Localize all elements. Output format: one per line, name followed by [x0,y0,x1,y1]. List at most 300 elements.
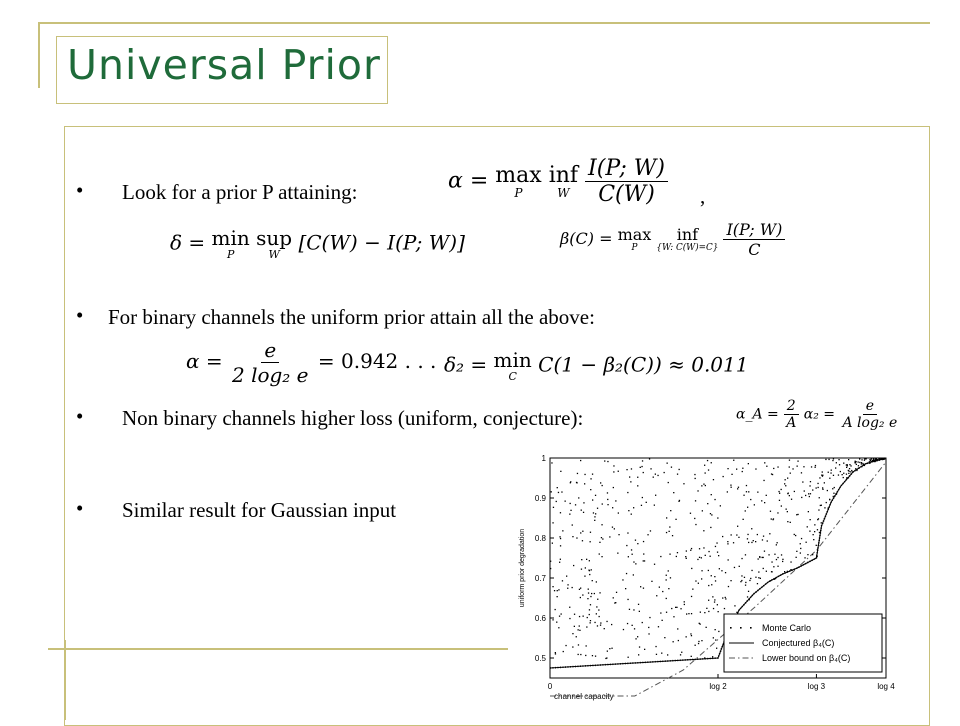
monte-carlo-point [600,625,601,626]
monte-carlo-point [840,471,841,472]
monte-carlo-point [804,557,805,558]
monte-carlo-point [615,500,616,501]
monte-carlo-point [586,626,587,627]
monte-carlo-point [796,557,797,558]
monte-carlo-point [592,655,593,656]
legend-label: Monte Carlo [762,623,812,633]
monte-carlo-point [751,542,752,543]
monte-carlo-point [607,492,608,493]
monte-carlo-point [578,629,579,630]
monte-carlo-point [626,573,627,574]
monte-carlo-point [606,657,607,658]
monte-carlo-point [691,548,692,549]
monte-carlo-point [690,633,691,634]
monte-carlo-point [762,539,763,540]
monte-carlo-point [708,469,709,470]
monte-carlo-point [623,629,624,630]
monte-carlo-point [559,562,560,563]
monte-carlo-point [870,460,871,461]
monte-carlo-point [590,596,591,597]
monte-carlo-point [821,505,822,506]
monte-carlo-point [607,461,608,462]
monte-carlo-point [802,481,803,482]
monte-carlo-point [559,536,560,537]
monte-carlo-point [552,522,553,523]
monte-carlo-point [627,492,628,493]
monte-carlo-point [835,467,836,468]
monte-carlo-point [787,478,788,479]
monte-carlo-point [561,491,562,492]
monte-carlo-point [715,580,716,581]
monte-carlo-point [673,616,674,617]
monte-carlo-point [572,536,573,537]
monte-carlo-point [554,590,555,591]
monte-carlo-point [643,472,644,473]
monte-carlo-point [785,479,786,480]
monte-carlo-point [684,604,685,605]
monte-carlo-point [736,469,737,470]
monte-carlo-point [565,501,566,502]
monte-carlo-point [731,534,732,535]
monte-carlo-point [678,501,679,502]
monte-carlo-point [708,600,709,601]
monte-carlo-point [794,534,795,535]
monte-carlo-point [691,656,692,657]
monte-carlo-point [817,529,818,530]
monte-carlo-point [849,464,850,465]
monte-carlo-point [695,524,696,525]
monte-carlo-point [628,510,629,511]
monte-carlo-point [730,580,731,581]
monte-carlo-point [850,471,851,472]
monte-carlo-point [586,645,587,646]
monte-carlo-point [771,518,772,519]
monte-carlo-point [694,474,695,475]
monte-carlo-point [585,655,586,656]
monte-carlo-point [862,463,863,464]
monte-carlo-point [747,534,748,535]
monte-carlo-point [585,567,586,568]
monte-carlo-point [704,465,705,466]
monte-carlo-point [588,589,589,590]
monte-carlo-point [699,557,700,558]
monte-carlo-point [769,533,770,534]
monte-carlo-point [784,571,785,572]
monte-carlo-point [560,538,561,539]
monte-carlo-point [712,656,713,657]
y-tick-label: 0.5 [534,654,546,663]
monte-carlo-point [611,624,612,625]
monte-carlo-point [643,553,644,554]
monte-carlo-point [555,609,556,610]
monte-carlo-point [731,474,732,475]
monte-carlo-point [555,653,556,654]
monte-carlo-point [773,566,774,567]
monte-carlo-point [812,489,813,490]
monte-carlo-point [581,569,582,570]
monte-carlo-point [580,588,581,589]
monte-carlo-point [631,514,632,515]
monte-carlo-point [822,489,823,490]
monte-carlo-point [754,504,755,505]
monte-carlo-point [728,586,729,587]
monte-carlo-point [599,553,600,554]
monte-carlo-point [595,495,596,496]
monte-carlo-point [698,583,699,584]
monte-carlo-point [807,554,808,555]
monte-carlo-point [627,599,628,600]
monte-carlo-point [722,536,723,537]
monte-carlo-point [777,557,778,558]
monte-carlo-point [579,616,580,617]
monte-carlo-point [745,510,746,511]
monte-carlo-point [570,510,571,511]
monte-carlo-point [648,633,649,634]
monte-carlo-point [767,540,768,541]
monte-carlo-point [711,575,712,576]
monte-carlo-point [686,613,687,614]
monte-carlo-point [560,512,561,513]
monte-carlo-point [760,578,761,579]
monte-carlo-point [599,592,600,593]
monte-carlo-point [691,596,692,597]
monte-carlo-point [559,616,560,617]
monte-carlo-point [667,463,668,464]
monte-carlo-point [690,550,691,551]
monte-carlo-point [562,580,563,581]
monte-carlo-point [686,636,687,637]
monte-carlo-point [673,492,674,493]
monte-carlo-point [579,589,580,590]
monte-carlo-point [641,466,642,467]
monte-carlo-point [814,531,815,532]
monte-carlo-point [861,462,862,463]
monte-carlo-point [801,538,802,539]
monte-carlo-point [656,654,657,655]
x-tick-label: log 4 [877,682,895,691]
monte-carlo-point [669,554,670,555]
monte-carlo-point [763,568,764,569]
monte-carlo-point [764,502,765,503]
monte-carlo-point [744,577,745,578]
monte-carlo-point [701,578,702,579]
monte-carlo-point [801,497,802,498]
monte-carlo-point [824,507,825,508]
monte-carlo-point [714,499,715,500]
monte-carlo-point [834,487,835,488]
monte-carlo-point [715,546,716,547]
monte-carlo-point [589,560,590,561]
monte-carlo-point [632,625,633,626]
monte-carlo-point [792,468,793,469]
monte-carlo-point [660,612,661,613]
monte-carlo-point [667,654,668,655]
monte-carlo-point [613,465,614,466]
monte-carlo-point [856,464,857,465]
monte-carlo-point [873,458,874,459]
monte-carlo-point [833,458,834,459]
monte-carlo-point [607,499,608,500]
monte-carlo-point [643,588,644,589]
monte-carlo-point [666,579,667,580]
monte-carlo-point [742,468,743,469]
monte-carlo-point [713,637,714,638]
monte-carlo-point [710,527,711,528]
monte-carlo-point [578,497,579,498]
monte-carlo-point [637,485,638,486]
monte-carlo-point [843,477,844,478]
monte-carlo-point [642,622,643,623]
monte-carlo-point [630,481,631,482]
monte-carlo-point [613,487,614,488]
monte-carlo-point [594,520,595,521]
monte-carlo-point [766,571,767,572]
monte-carlo-point [666,598,667,599]
monte-carlo-point [764,551,765,552]
monte-carlo-point [629,476,630,477]
monte-carlo-point [824,482,825,483]
monte-carlo-point [649,458,650,459]
monte-carlo-point [633,609,634,610]
monte-carlo-point [800,548,801,549]
monte-carlo-point [677,552,678,553]
monte-carlo-point [861,463,862,464]
legend-marker-points [730,627,732,629]
monte-carlo-point [698,643,699,644]
monte-carlo-point [746,485,747,486]
monte-carlo-point [716,542,717,543]
monte-carlo-point [679,469,680,470]
monte-carlo-point [777,512,778,513]
monte-carlo-point [607,651,608,652]
monte-carlo-point [626,545,627,546]
monte-carlo-point [814,524,815,525]
monte-carlo-point [739,566,740,567]
monte-carlo-point [779,500,780,501]
monte-carlo-point [758,571,759,572]
monte-carlo-point [578,654,579,655]
monte-carlo-point [786,509,787,510]
monte-carlo-point [560,545,561,546]
monte-carlo-point [631,549,632,550]
monte-carlo-point [766,466,767,467]
monte-carlo-point [633,574,634,575]
monte-carlo-point [572,646,573,647]
monte-carlo-point [859,458,860,459]
monte-carlo-point [707,503,708,504]
monte-carlo-point [614,528,615,529]
monte-carlo-point [655,495,656,496]
legend-label: Conjectured β₄(C) [762,638,835,648]
monte-carlo-point [567,584,568,585]
monte-carlo-point [795,535,796,536]
x-tick-label: log 3 [807,682,826,691]
monte-carlo-point [580,532,581,533]
monte-carlo-point [676,607,677,608]
monte-carlo-point [582,540,583,541]
monte-carlo-point [581,510,582,511]
monte-carlo-point [855,462,856,463]
monte-carlo-point [699,623,700,624]
y-tick-label: 1 [541,454,546,463]
monte-carlo-point [650,530,651,531]
monte-carlo-point [671,608,672,609]
monte-carlo-point [647,534,648,535]
monte-carlo-point [766,495,767,496]
monte-carlo-point [600,482,601,483]
monte-carlo-point [776,544,777,545]
monte-carlo-point [846,467,847,468]
monte-carlo-point [590,489,591,490]
monte-carlo-point [711,494,712,495]
monte-carlo-point [589,614,590,615]
monte-carlo-point [838,459,839,460]
monte-carlo-point [655,474,656,475]
monte-carlo-point [825,459,826,460]
monte-carlo-point [599,616,600,617]
monte-carlo-point [704,612,705,613]
monte-carlo-point [745,585,746,586]
monte-carlo-point [604,460,605,461]
monte-carlo-point [829,499,830,500]
monte-carlo-point [642,460,643,461]
monte-carlo-point [791,499,792,500]
monte-carlo-point [758,558,759,559]
monte-carlo-point [768,554,769,555]
monte-carlo-point [646,502,647,503]
monte-carlo-point [808,511,809,512]
monte-carlo-point [751,570,752,571]
monte-carlo-point [809,496,810,497]
monte-carlo-point [818,509,819,510]
monte-carlo-point [656,595,657,596]
monte-carlo-point [796,514,797,515]
monte-carlo-point [662,620,663,621]
monte-carlo-point [673,641,674,642]
monte-carlo-point [773,468,774,469]
monte-carlo-point [779,493,780,494]
y-axis-label: uniform prior degradation [519,528,526,608]
monte-carlo-point [597,508,598,509]
monte-carlo-point [787,511,788,512]
monte-carlo-point [725,597,726,598]
monte-carlo-point [720,505,721,506]
frame-top-rule [38,22,930,24]
monte-carlo-point [675,519,676,520]
monte-carlo-point [781,489,782,490]
monte-carlo-point [626,469,627,470]
monte-carlo-point [569,607,570,608]
monte-carlo-point [849,468,850,469]
monte-carlo-point [588,592,589,593]
monte-carlo-point [711,462,712,463]
formula-comma: , [700,184,706,208]
monte-carlo-point [790,522,791,523]
monte-carlo-point [777,566,778,567]
monte-carlo-point [830,472,831,473]
monte-carlo-point [828,472,829,473]
monte-carlo-point [832,460,833,461]
monte-carlo-point [612,527,613,528]
monte-carlo-point [661,653,662,654]
monte-carlo-point [558,589,559,590]
monte-carlo-point [573,565,574,566]
monte-carlo-point [557,590,558,591]
monte-carlo-point [778,491,779,492]
monte-carlo-point [601,556,602,557]
monte-carlo-point [675,607,676,608]
monte-carlo-point [593,512,594,513]
monte-carlo-point [750,578,751,579]
monte-carlo-point [601,537,602,538]
monte-carlo-point [566,576,567,577]
monte-carlo-point [695,580,696,581]
monte-carlo-point [776,559,777,560]
monte-carlo-point [600,622,601,623]
monte-carlo-point [697,559,698,560]
monte-carlo-point [668,570,669,571]
monte-carlo-point [742,471,743,472]
monte-carlo-point [718,631,719,632]
monte-carlo-point [563,651,564,652]
bullet-prior: Look for a prior P attaining: [122,180,358,204]
monte-carlo-point [717,517,718,518]
monte-carlo-point [650,468,651,469]
legend-marker-points [750,627,752,629]
monte-carlo-point [701,557,702,558]
monte-carlo-point [728,559,729,560]
monte-carlo-point [671,467,672,468]
monte-carlo-point [614,602,615,603]
monte-carlo-point [710,513,711,514]
monte-carlo-point [609,648,610,649]
monte-carlo-point [818,487,819,488]
monte-carlo-point [836,462,837,463]
monte-carlo-point [782,561,783,562]
formula-delta2: δ₂ = min C C(1 − β₂(C)) ≈ 0.011 [444,348,749,383]
monte-carlo-point [672,535,673,536]
monte-carlo-point [591,569,592,570]
monte-carlo-point [596,581,597,582]
monte-carlo-point [697,490,698,491]
monte-carlo-point [631,468,632,469]
monte-carlo-point [572,524,573,525]
monte-carlo-point [828,459,829,460]
monte-carlo-point [572,633,573,634]
degradation-chart [506,446,904,720]
legend-marker-points [740,627,742,629]
monte-carlo-point [552,586,553,587]
monte-carlo-point [634,628,635,629]
formula-alpha-def: α = max P inf W $\frac{I(P; W)}{C(W)}$ [448,156,668,207]
monte-carlo-point [597,625,598,626]
monte-carlo-point [733,542,734,543]
monte-carlo-point [643,541,644,542]
monte-carlo-point [747,507,748,508]
monte-carlo-point [750,499,751,500]
monte-carlo-point [800,552,801,553]
monte-carlo-point [567,588,568,589]
monte-carlo-point [643,560,644,561]
x-tick-label: 0 [547,682,553,691]
monte-carlo-point [552,543,553,544]
monte-carlo-point [551,462,552,463]
monte-carlo-point [755,577,756,578]
monte-carlo-point [639,611,640,612]
monte-carlo-point [666,517,667,518]
monte-carlo-point [743,519,744,520]
monte-carlo-point [618,534,619,535]
